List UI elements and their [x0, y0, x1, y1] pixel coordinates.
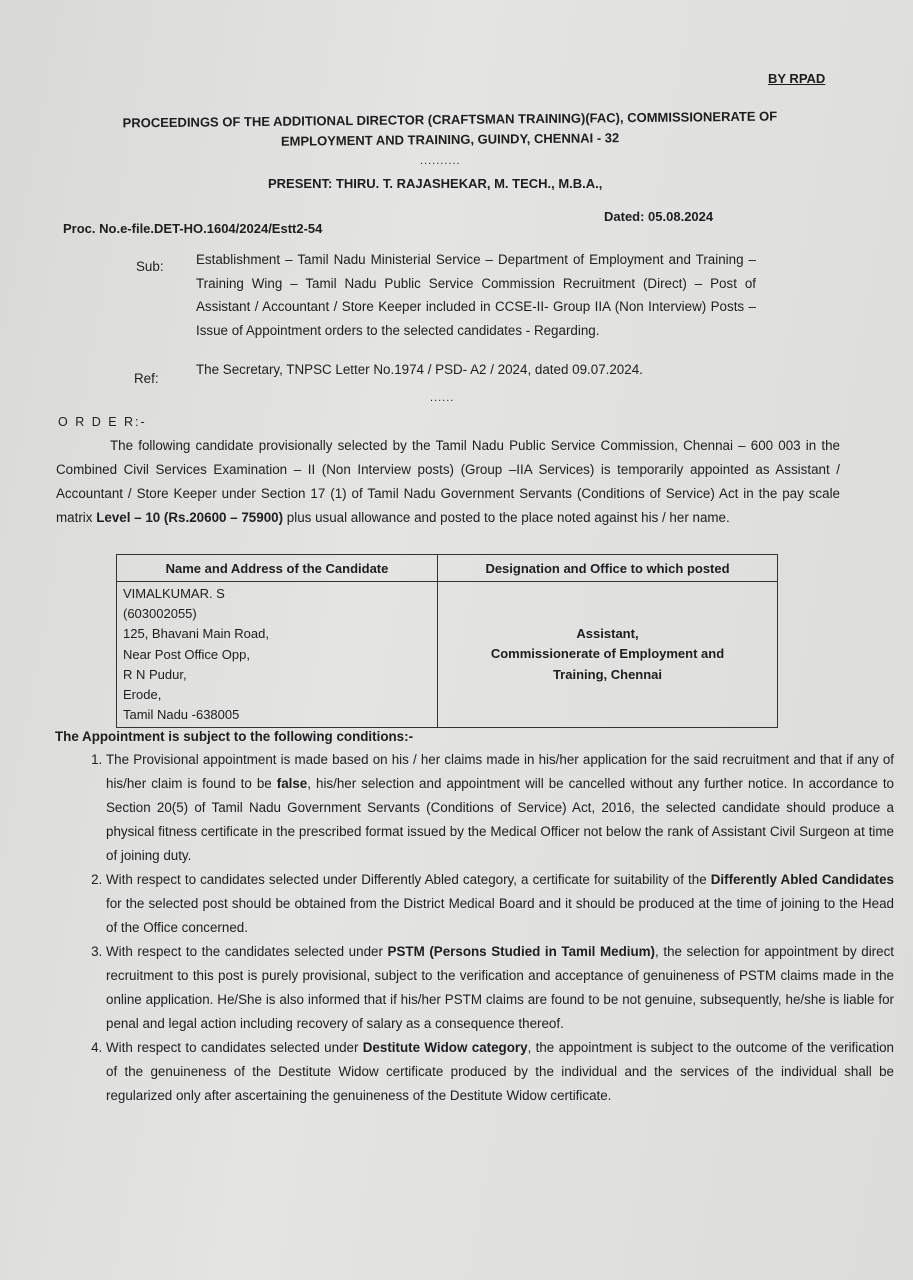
conditions-list: [58, 748, 894, 1108]
condition-item: [106, 940, 894, 1036]
reference-label: Ref:: [134, 371, 159, 386]
condition-text: , the appointment is subject to the outcome of the verification of the genuineness of the Destitute Widow certificate produced by the individual and the services of the individual shall be regularized only after ascertaining the genuineness of the Destitute Widow certificate.: [106, 1040, 894, 1103]
condition-text: for the selected post should be obtained from the District Medical Board and it should be produced at the time of joining to the Head of the Office concerned.: [106, 896, 894, 935]
address-line: Erode,: [123, 687, 162, 703]
condition-bold: false: [276, 776, 308, 791]
address-line: R N Pudur,: [123, 666, 187, 682]
office-line: Training, Chennai: [552, 666, 663, 682]
title-line-2: EMPLOYMENT AND TRAINING, GUINDY, CHENNAI - 32: [280, 130, 620, 149]
condition-text: The Provisional appointment is made based on his / her claims made in his/her application for the said recruitment and that if any of his/her claim is found to be: [106, 752, 894, 791]
condition-text: With respect to the candidates selected under: [106, 944, 388, 959]
table-row: [117, 582, 778, 728]
address-line: Near Post Office Opp,: [123, 646, 250, 662]
column-header-designation: Designation and Office to which posted: [438, 555, 778, 582]
condition-text: With respect to candidates selected under: [106, 1040, 363, 1055]
condition-text: With respect to candidates selected under Differently Abled category, a certificate for suitability of the: [106, 872, 711, 887]
order-text: The following candidate provisionally selected by the Tamil Nadu Public Service Commission, Chennai – 600 003 in the Combined Civil Services Examination – II (Non Interview posts) (Group –IIA Services) is temporarily appointed as Assistant / Accountant / Store Keeper under Section 17 (1) of Tamil Nadu Government Servants (Conditions of Service) Act in the pay scale matrix: [56, 438, 840, 525]
pay-scale: Level – 10 (Rs.20600 – 75900): [96, 510, 284, 525]
subject-text: Establishment – Tamil Nadu Ministerial Service – Department of Employment and Training – Training Wing – Tamil Nadu Public Service Commission Recruitment (Direct) – Post of Assistant / Accountant / Store Keeper included in CCSE-II- Group IIA (Non Interview) Posts – Issue of Appointment orders to the selected candidates - Regarding.: [196, 252, 756, 338]
candidate-name: VIMALKUMAR. S: [123, 586, 225, 601]
separator: ......: [430, 392, 455, 404]
condition-text: , his/her selection and appointment will be cancelled without any further notice. In accordance to Section 20(5) of Tamil Nadu Government Servants (Conditions of Service) Act, 2016, the selected candidate should produce a physical fitness certificate in the prescribed format issued by the Medical Officer not below the rank of Assistant Civil Surgeon at time of joining duty.: [106, 776, 894, 863]
by-rpad-label: BY RPAD: [768, 71, 826, 86]
candidate-register-number: (603002055): [123, 606, 197, 622]
condition-bold: PSTM (Persons Studied in Tamil Medium): [387, 944, 656, 959]
proceedings-title: [100, 106, 800, 153]
condition-bold: Differently Abled Candidates: [710, 872, 894, 887]
designation-office: [438, 582, 778, 728]
conditions-heading: The Appointment is subject to the following conditions:-: [55, 729, 414, 744]
separator: ..........: [420, 155, 461, 167]
address-line: 125, Bhavani Main Road,: [123, 626, 269, 642]
proceeding-number: Proc. No.e-file.DET-HO.1604/2024/Estt2-54: [63, 221, 323, 236]
subject-label: Sub:: [136, 259, 164, 274]
order-text-end: plus usual allowance and posted to the place noted against his / her name.: [283, 510, 730, 525]
order-heading: O R D E R:-: [58, 415, 147, 429]
reference-text: The Secretary, TNPSC Letter No.1974 / PSD- A2 / 2024, dated 09.07.2024.: [196, 362, 643, 377]
condition-item: [106, 868, 894, 940]
condition-bold: Destitute Widow category: [362, 1040, 528, 1055]
column-header-name: Name and Address of the Candidate: [117, 555, 438, 582]
designation: Assistant,: [576, 625, 639, 641]
candidate-address: [117, 582, 438, 728]
office-line: Commissionerate of Employment and: [490, 646, 725, 662]
condition-item: [106, 1036, 894, 1108]
order-paragraph: [56, 434, 840, 530]
present-officer: PRESENT: THIRU. T. RAJASHEKAR, M. TECH., M.B.A.,: [268, 176, 603, 191]
table-header-row: [117, 555, 778, 582]
proceeding-date: Dated: 05.08.2024: [604, 209, 714, 224]
address-line: Tamil Nadu -638005: [123, 707, 240, 723]
condition-text: , the selection for appointment by direct recruitment to this post is purely provisional, subject to the verification and acceptance of genuineness of PSTM claims made in the online application. He/She is also informed that if his/her PSTM claims are found to be not genuine, subsequently, he/she is liable for penal and legal action including recovery of salary as a consequence thereof.: [106, 944, 894, 1031]
condition-item: [106, 748, 894, 868]
candidate-table: [116, 554, 778, 728]
title-line-1: PROCEEDINGS OF THE ADDITIONAL DIRECTOR (CRAFTSMAN TRAINING)(FAC), COMMISSIONERATE OF: [122, 108, 778, 131]
